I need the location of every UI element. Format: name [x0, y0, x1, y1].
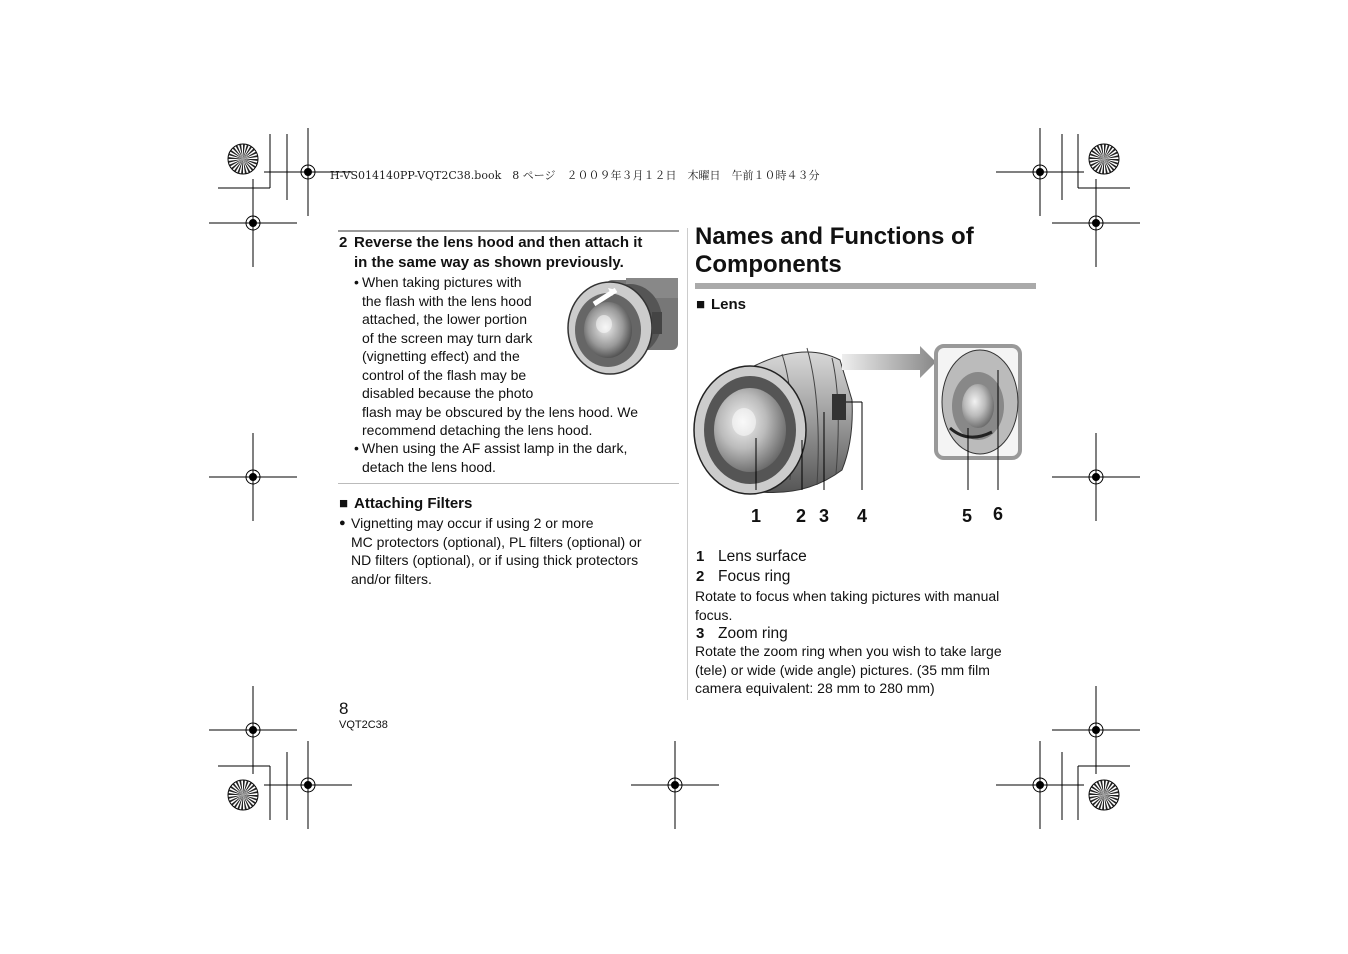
bullet1-line: control of the flash may be: [362, 366, 527, 383]
bullet1-line: of the screen may turn dark: [362, 329, 533, 346]
bullet1-line: recommend detaching the lens hood.: [362, 422, 593, 438]
step-heading-line1: Reverse the lens hood and then attach it: [354, 234, 643, 251]
bullet1-line: the flash with the lens hood: [362, 292, 532, 309]
bullet2-text: [362, 439, 682, 476]
bullet1-line: When taking pictures with: [362, 274, 522, 290]
bullet-dot: •: [354, 440, 359, 456]
file-header-line: H-VS014140PP-VQT2C38.book 8 ページ ２００９年３月１２日 木曜日 午前１０時４３分: [330, 169, 820, 182]
crosshair-mark: [1052, 686, 1140, 774]
item-label-focus-ring: Focus ring: [718, 568, 791, 585]
bullet2-line: When using the AF assist lamp in the dark,: [362, 440, 628, 456]
step-number: 2: [339, 234, 348, 251]
crosshair-mark: [209, 433, 297, 521]
crosshair-mark: [264, 741, 352, 829]
callout-5: 5: [962, 506, 973, 526]
zoom-ring-description: [695, 642, 1035, 698]
page-title-line1: Names and Functions of: [695, 223, 974, 250]
square-bullet-icon: ■: [339, 495, 349, 512]
top-rule-left: [338, 230, 679, 232]
bullet-dot: •: [354, 274, 359, 290]
callout-1: 1: [751, 506, 762, 526]
focus-ring-description: [695, 587, 1035, 624]
camera-hood-illustration: [566, 278, 678, 378]
starburst-target: [1089, 780, 1119, 810]
starburst-target: [228, 144, 258, 174]
filters-line: and/or filters.: [351, 570, 432, 587]
zoom-desc-line: Rotate the zoom ring when you wish to take large: [695, 643, 1002, 659]
column-separator: [687, 228, 688, 700]
bullet1-line: attached, the lower portion: [362, 311, 527, 327]
filters-line: MC protectors (optional), PL filters (optional) or: [351, 533, 642, 550]
zoom-desc-line: (tele) or wide (wide angle) pictures. (35 mm film: [695, 661, 990, 678]
crosshair-mark: [996, 128, 1084, 216]
bullet1-line: disabled because the photo: [362, 385, 534, 401]
title-underline: [695, 283, 1036, 289]
crosshair-mark: [631, 741, 719, 829]
filters-line: ND filters (optional), or if using thick protectors: [351, 552, 639, 568]
callout-6: 6: [993, 504, 1004, 524]
page-title-line2: Components: [695, 251, 842, 278]
crosshair-mark: [209, 686, 297, 774]
focus-desc-line: Rotate to focus when taking pictures with manual: [695, 588, 1000, 604]
starburst-target: [228, 780, 258, 810]
filters-text: [351, 514, 681, 588]
filters-line: Vignetting may occur if using 2 or more: [351, 515, 594, 531]
divider-left: [338, 483, 679, 484]
filters-heading: Attaching Filters: [354, 495, 473, 512]
item-label-zoom-ring: Zoom ring: [718, 625, 788, 642]
square-bullet-icon: ■: [696, 296, 706, 313]
lens-heading: Lens: [711, 296, 747, 313]
zoom-desc-line: camera equivalent: 28 mm to 280 mm): [695, 680, 935, 696]
callout-2: 2: [796, 506, 807, 526]
focus-desc-line: focus.: [695, 606, 733, 623]
crosshair-mark: [996, 741, 1084, 829]
bullet1-line: flash may be obscured by the lens hood. We: [362, 403, 639, 420]
bullet2-line: detach the lens hood.: [362, 458, 496, 475]
item-label-lens-surface: Lens surface: [718, 548, 807, 565]
lens-diagram: [692, 340, 1032, 530]
crosshair-mark: [1052, 433, 1140, 521]
bullet1-line: (vignetting effect) and the: [362, 348, 520, 364]
page-number: 8: [339, 699, 349, 718]
step-heading-line2: in the same way as shown previously.: [354, 254, 624, 271]
crosshair-mark: [1052, 179, 1140, 267]
starburst-target: [1089, 144, 1119, 174]
callout-3: 3: [819, 506, 830, 526]
crosshair-mark: [209, 179, 297, 267]
callout-4: 4: [857, 506, 868, 526]
doc-code: VQT2C38: [339, 719, 388, 731]
item-number-3: 3: [696, 625, 705, 642]
item-number-2: 2: [696, 568, 705, 585]
circle-bullet-icon: ●: [339, 517, 346, 529]
item-number-1: 1: [696, 548, 705, 565]
